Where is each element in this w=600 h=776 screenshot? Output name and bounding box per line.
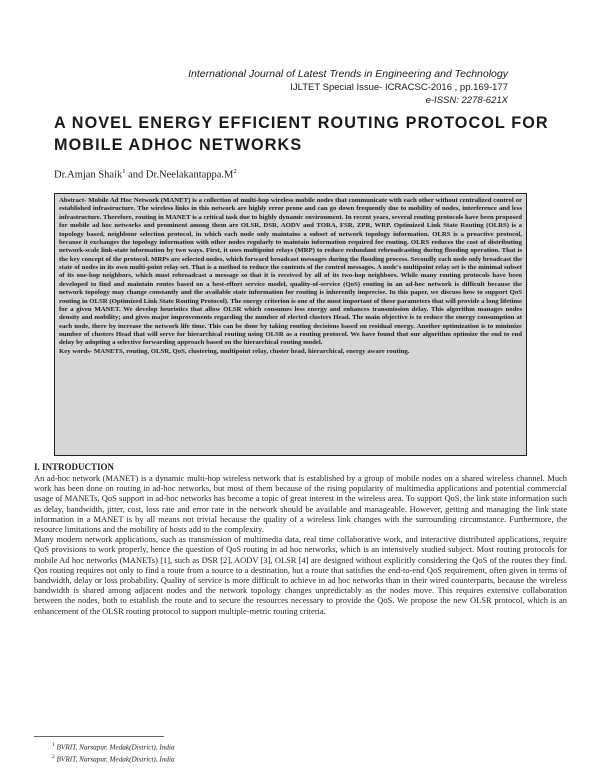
journal-issn: e-ISSN: 2278-621X [425, 95, 508, 106]
journal-issue: IJLTET Special Issue- ICRACSC-2016 , pp.169-177 [290, 82, 508, 93]
author-2-mark: 2 [233, 168, 237, 175]
paragraph: Many modern network applications, such as transmission of multimedia data, real time collaborative work, and interactive distributed applications, require QoS provisions to work properly, hence the question of QoS routing in ad hoc networks, which is an intensively studied subject. Most routing protocols for mobile Ad hoc networks (MANETs) [1], such as DSR [2], AODV [3], OLSR [4] are designed without explicitly considering the QoS of the routes they find. Qos routing requires not only to find a route from a source to a destination, but a route that satisfies the end-to-end QoS requirement, often given in terms of bandwidth, delay or loss probability. Quality of service is more difficult to achieve in ad hoc networks than in their wired counterparts, because the wireless bandwidth is shared among adjacent nodes and the network topology changes unpredictably as the nodes move. This requires extensive collaboration between the nodes, both to establish the route and to secure the resources necessary to provide the QoS. We propose the new OLSR protocol, which is an enhancement of the OLSR routing protocol to support multiple-metric routing criteria. [34, 534, 567, 616]
abstract-text: Abstract- Mobile Ad Hoc Network (MANET) is a collection of multi-hop wireless mobile nodes that communicate with each other without centralized control or established infrastructure. The wireless links in this network are highly error prone and can go down frequently due to mobility of nodes, interference and less infrastructure. Therefore, routing in MANET is a critical task due to highly dynamic environment. In recent years, several routing protocols have been proposed for mobile ad hoc networks and prominent among them are OLSR, DSR, AODV and TORA, FSR, ZPR, WRP. Optimized Link State Routing (OLRS) is a topology based, neighbour selection protocol, in which each node only maintains a subset of network topology information. OLRS is a proactive protocol, because it exchanges the topology information with other nodes regularly to maintain information required for routing. OLRS reduces the cost of distributing network-scale link-state information by two ways. First, it uses multipoint relays (MRP) to reduce redundant rebroadcasting during flooding operation. That is the key concept of the protocol. MRPs are selected nodes, which forward broadcast messages during the flooding process. Secondly each node only broadcast the state of nodes in its own multi-point relay set. That is a method to reduce the contents of the control messages. A node's multipoint relay set is the minimal subset of its one-hop neighbors, which must rebroadcast a message so that it is received by all of its two-hop neighbors. While many routing protocols have been developed to find and maintain routes based on a best-effort service model, quality-of-service (QoS) routing in an ad-hoc network is difficult because the network topology may change constantly and the available state information for routing is inherently imprecise. In this paper, we discuss how to support QoS routing in OLSR (Optimized Link State Routing Protocol). The energy criterion is one of the most important of these parameters that will provide a long lifetime for a given MANET. We develop heuristics that allow OLSR which consumes less energy and enhances transmission delay. This algorithm manages nodes density and mobility; and gives major improvements regarding the number of elected clusters Head. The main objective is to reduce the energy consumption at each node, there by increase the network life time. This can be done by taking routing decisions based on residual energy. Another optimization is to minimize number of clusters Head that will serve for hierarchical routing using OLSR as a routing protocol. We have found that our algorithm optimize the end to end delay by adopting a selective forwarding approach based on the hierarchical routing model. [59, 197, 522, 347]
journal-name: International Journal of Latest Trends in Engineering and Technology [188, 68, 508, 80]
footnote-mark: 1 [52, 742, 55, 748]
footnote-mark: 2 [52, 754, 55, 761]
author-1-mark: 1 [122, 168, 126, 175]
introduction-section [34, 462, 567, 616]
author-1: Dr.Amjan Shaik [54, 169, 123, 181]
author-line [54, 168, 237, 181]
footnote-text: BVRIT, Narsapur, Medak(District), India [56, 755, 175, 764]
author-joiner: and [125, 169, 146, 181]
footnote [52, 752, 175, 764]
footnotes [52, 740, 175, 765]
author-2: Dr.Neelakantappa.M [145, 169, 234, 181]
footnote [52, 740, 175, 752]
section-heading: I. INTRODUCTION [34, 462, 115, 472]
footnote-divider [34, 736, 164, 737]
footnote-text: BVRIT, Narsapur, Medak(District), India [56, 743, 175, 752]
paragraph: An ad-hoc network (MANET) is a dynamic multi-hop wireless network that is established by a group of mobile nodes on a shared wireless channel. Much work has been done on routing in ad-hoc networks, but most of them because of the rising popularity of multimedia applications and potential commercial usage of MANETs, QoS support in ad-hoc networks has become a topic of great interest in the wireless area. To support QoS, the link state information such as delay, bandwidth, jitter, cost, loss rate and error rate in the network should be available and manageable. However, getting and managing the link state information in a MANET is by all means not trivial because the quality of a wireless link changes with the surrounding circumstance. Furthermore, the resource limitations and the mobility of hosts add to the complexity. [34, 473, 567, 535]
paper-title: A NOVEL ENERGY EFFICIENT ROUTING PROTOCOL FOR MOBILE ADHOC NETWORKS [54, 114, 549, 154]
abstract-box [54, 193, 527, 456]
keywords: Key words- MANETS, routing, OLSR, QoS, clustering, multipoint relay, cluster head, hierarchical, energy aware routing. [59, 347, 410, 355]
journal-header [188, 68, 508, 107]
